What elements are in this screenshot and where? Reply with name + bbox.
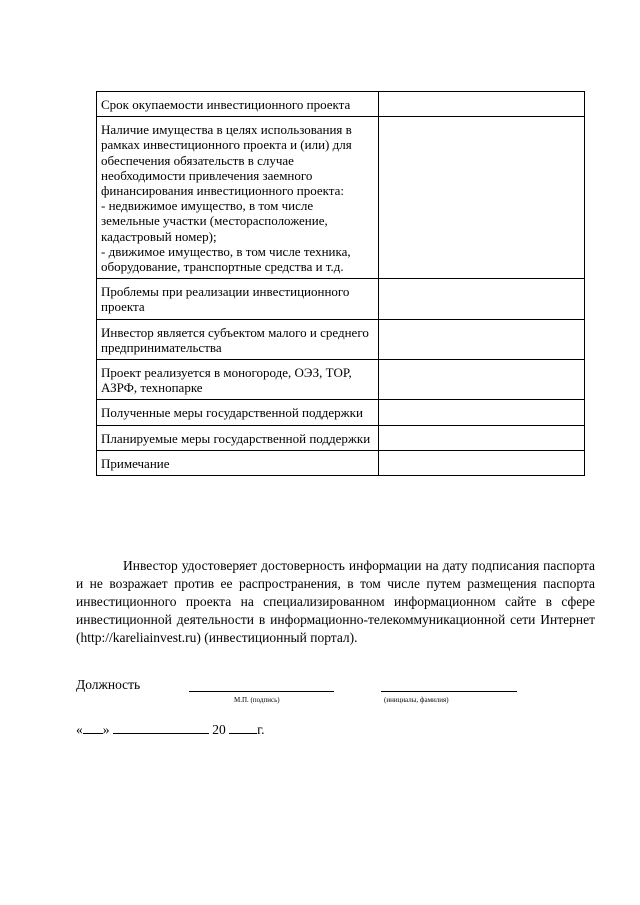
table-row [97, 319, 585, 359]
row-label-text: Наличие имущества в целях использования в рамках инвестиционного проекта и (или) для обеспечения обязательств в случае необходимости привлечения заемного финансирования инвестиционного проекта: - недвижимое имущество, в том числе земельные участки (месторасположение, кадастровый номер); - движимое имущество, в том числе техника, оборудование, транспортные средства и т.д. [101, 122, 352, 275]
row-label-text: Примечание [101, 455, 170, 471]
row-value[interactable] [379, 117, 585, 279]
table-row [97, 117, 585, 279]
table-row [97, 360, 585, 400]
table-row [97, 92, 585, 117]
table-row [97, 400, 585, 425]
row-label [97, 360, 379, 400]
name-caption: (инициалы, фамилия) [384, 696, 449, 704]
row-label-text: Срок окупаемости инвестиционного проекта [101, 97, 351, 112]
signature-block [76, 677, 595, 707]
table-row [97, 425, 585, 450]
date-century: 20 [212, 722, 226, 737]
row-value[interactable] [379, 425, 585, 450]
date-close-quote: » [102, 722, 110, 737]
table-row [97, 279, 585, 319]
row-label-text: Проблемы при реализации инвестиционного проекта [101, 284, 350, 315]
investor-statement: Инвестор удостоверяет достоверность информации на дату подписания паспорта и не возражает против ее распространения, в том числе путем размещения паспорта инвестиционного проекта на специализированном информационном сайте в сфере инвестиционной деятельности в информационно-телекоммуникационной сети Интернет (http://kareliainvest.ru) (инвестиционный портал). [76, 558, 595, 645]
row-value[interactable] [379, 92, 585, 117]
row-label [97, 279, 379, 319]
name-line[interactable] [381, 691, 517, 692]
passport-table [96, 91, 585, 476]
table-row [97, 450, 585, 475]
row-label [97, 425, 379, 450]
year-blank[interactable] [229, 720, 257, 734]
date-block [76, 720, 265, 738]
row-value[interactable] [379, 279, 585, 319]
signature-caption: М.П. (подпись) [234, 696, 280, 704]
row-label [97, 400, 379, 425]
date-year-suffix: г. [257, 722, 265, 737]
row-value[interactable] [379, 319, 585, 359]
row-label [97, 117, 379, 279]
row-label [97, 92, 379, 117]
row-value[interactable] [379, 450, 585, 475]
day-blank[interactable] [83, 720, 103, 734]
row-label [97, 450, 379, 475]
row-value[interactable] [379, 360, 585, 400]
position-label: Должность [76, 677, 141, 692]
row-label-text: Полученные меры государственной поддержки [101, 405, 363, 421]
row-label [97, 319, 379, 359]
month-blank[interactable] [113, 720, 209, 734]
row-label-text: Инвестор является субъектом малого и среднего предпринимательства [101, 324, 369, 355]
row-value[interactable] [379, 400, 585, 425]
signature-line[interactable] [189, 691, 334, 692]
row-label-text: Планируемые меры государственной поддержки [101, 430, 371, 446]
date-open-quote: « [76, 722, 83, 737]
row-label-text: Проект реализуется в моногороде, ОЭЗ, ТОР, АЗРФ, технопарке [101, 365, 352, 396]
